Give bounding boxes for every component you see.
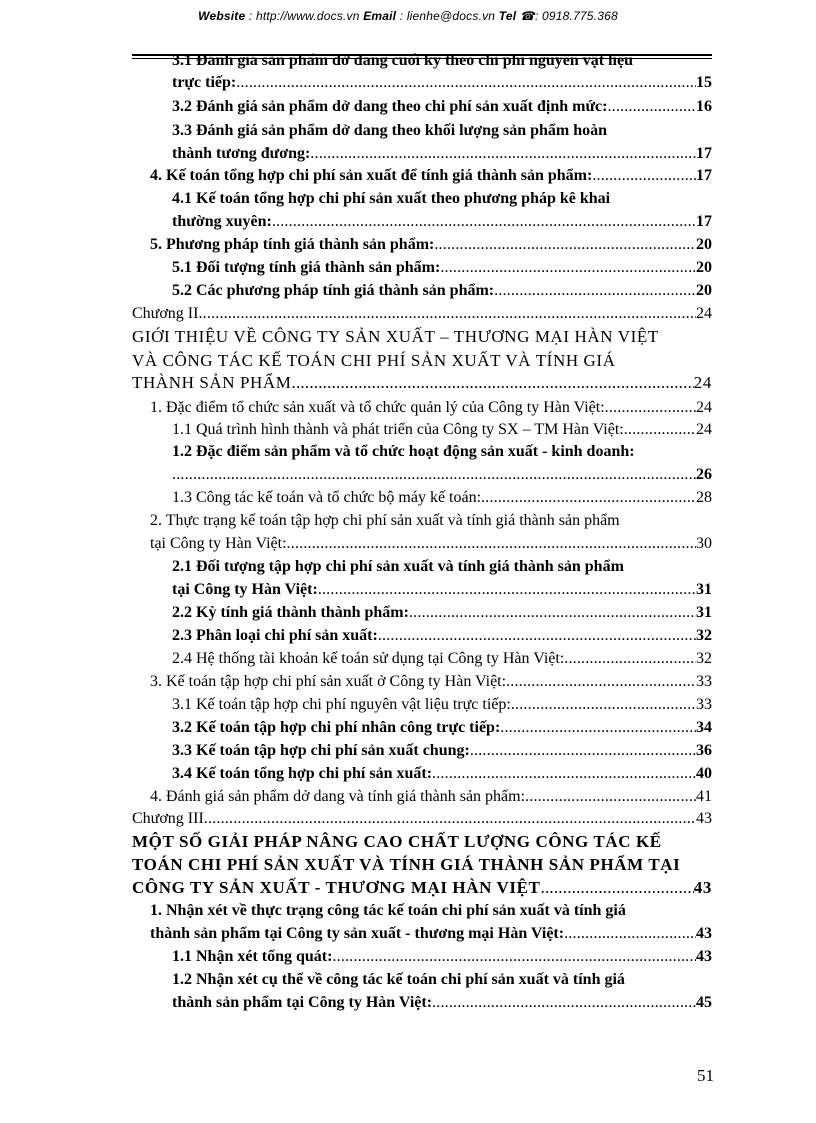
toc-entry-title: thường xuyên: bbox=[172, 213, 272, 230]
toc-leader-dots bbox=[409, 602, 696, 624]
toc-entry bbox=[132, 808, 712, 830]
toc-leader-dots bbox=[564, 923, 696, 945]
toc-entry-title: 4. Đánh giá sản phẩm dở dang và tính giá thành sản phẩm: bbox=[150, 788, 526, 805]
toc-entry-title: 2.3 Phân loại chi phí sản xuất: bbox=[172, 627, 378, 644]
toc-entry bbox=[172, 280, 712, 302]
toc-entry bbox=[172, 992, 712, 1014]
toc-page-number: 24 bbox=[696, 421, 712, 438]
toc-page-number: 28 bbox=[696, 489, 712, 506]
toc-page-number: 24 bbox=[696, 305, 712, 322]
toc-leader-dots bbox=[440, 257, 696, 279]
toc-page-number: 43 bbox=[693, 878, 712, 897]
tel-label: Tel bbox=[498, 9, 517, 23]
toc-entry-line: 1. Nhận xét về thực trạng công tác kế toán chi phí sản xuất và tính giá bbox=[150, 902, 626, 919]
toc-leader-dots bbox=[236, 72, 696, 94]
toc-leader-dots bbox=[432, 992, 696, 1014]
phone-icon: ☎ bbox=[519, 9, 535, 23]
toc-page-number: 24 bbox=[696, 399, 712, 416]
toc-entry-title: 5. Phương pháp tính giá thành sản phẩm: bbox=[150, 236, 435, 253]
toc-page-number: 32 bbox=[696, 627, 712, 644]
toc-entry-title: tại Công ty Hàn Việt: bbox=[172, 581, 318, 598]
toc-entry-line: GIỚI THIỆU VỀ CÔNG TY SẢN XUẤT – THƯƠNG MẠI HÀN VIỆT bbox=[132, 327, 659, 346]
toc-leader-dots bbox=[481, 487, 696, 509]
toc-entry bbox=[172, 211, 712, 233]
toc-entry-line: VÀ CÔNG TÁC KẾ TOÁN CHI PHÍ SẢN XUẤT VÀ TÍNH GIÁ bbox=[132, 351, 616, 370]
toc-leader-dots bbox=[494, 280, 696, 302]
toc-page-number: 26 bbox=[696, 466, 712, 483]
toc-entry-title: 3.3 Kế toán tập hợp chi phí sản xuất chung: bbox=[172, 742, 470, 759]
toc-entry bbox=[172, 625, 712, 647]
toc-leader-dots bbox=[318, 579, 696, 601]
toc-entry bbox=[150, 165, 712, 187]
toc-leader-dots bbox=[287, 533, 696, 555]
toc-page-number: 20 bbox=[696, 236, 712, 253]
toc-page-number: 15 bbox=[696, 74, 712, 91]
toc-page-number: 36 bbox=[696, 742, 712, 759]
toc-page-number: 16 bbox=[696, 98, 712, 115]
toc-page-number: 20 bbox=[696, 282, 712, 299]
toc-leader-dots bbox=[624, 419, 696, 441]
toc-leader-dots bbox=[292, 372, 694, 394]
toc-entry bbox=[172, 763, 712, 785]
toc-entry-line: 3.1 Đánh giá sản phẩm dở dang cuối kỳ theo chi phí nguyên vật liệu bbox=[172, 52, 633, 69]
toc-entry-title: thành sản phẩm tại Công ty sản xuất - thương mại Hàn Việt: bbox=[150, 925, 565, 942]
toc-entry-title: Chương II bbox=[132, 305, 199, 322]
toc-page-number: 33 bbox=[696, 696, 712, 713]
toc-entry-title: trực tiếp: bbox=[172, 74, 237, 91]
toc-page-number: 43 bbox=[696, 925, 712, 942]
page-header bbox=[0, 9, 816, 23]
toc-page-number: 17 bbox=[696, 213, 712, 230]
toc-leader-dots bbox=[511, 694, 696, 716]
toc-page-number: 32 bbox=[696, 650, 712, 667]
toc-entry-line: 3.3 Đánh giá sản phẩm dở dang theo khối lượng sản phẩm hoàn bbox=[172, 122, 608, 139]
toc-page-number: 41 bbox=[696, 788, 712, 805]
toc-entry bbox=[150, 923, 712, 945]
toc-entry bbox=[172, 487, 712, 509]
toc-page-number: 20 bbox=[696, 259, 712, 276]
toc-entry-title: 5.2 Các phương pháp tính giá thành sản phẩm: bbox=[172, 282, 495, 299]
toc-entry bbox=[172, 419, 712, 441]
toc-entry-line: MỘT SỐ GIẢI PHÁP NÂNG CAO CHẤT LƯỢNG CÔNG TÁC KẾ bbox=[132, 832, 662, 851]
website-value: : http://www.docs.vn bbox=[248, 9, 360, 23]
toc-leader-dots bbox=[378, 625, 696, 647]
toc-page-number: 17 bbox=[696, 145, 712, 162]
toc-page-number: 24 bbox=[693, 373, 712, 392]
toc-entry bbox=[172, 694, 712, 716]
toc-page-number: 31 bbox=[696, 581, 712, 598]
toc-entry-line: 1.2 Nhận xét cụ thể về công tác kế toán chi phí sản xuất và tính giá bbox=[172, 971, 625, 988]
toc-entry-title: 1. Đặc điểm tổ chức sản xuất và tổ chức quản lý của Công ty Hàn Việt: bbox=[150, 399, 605, 416]
toc-leader-dots bbox=[470, 740, 696, 762]
toc-leader-dots bbox=[500, 717, 696, 739]
toc-leader-dots bbox=[432, 763, 696, 785]
toc-entry bbox=[172, 257, 712, 279]
tel-value: : 0918.775.368 bbox=[534, 9, 618, 23]
toc-entry bbox=[172, 72, 712, 94]
toc-entry-line: 2.1 Đối tượng tập hợp chi phí sản xuất và tính giá thành sản phẩm bbox=[172, 558, 624, 575]
toc-entry-title: 1.1 Quá trình hình thành và phát triển của Công ty SX – TM Hàn Việt: bbox=[172, 421, 624, 438]
toc-entry bbox=[132, 877, 712, 899]
toc-leader-dots bbox=[525, 786, 696, 808]
toc-entry bbox=[150, 671, 712, 693]
toc-leader-dots bbox=[605, 397, 696, 419]
toc-entry bbox=[172, 464, 712, 486]
toc-entry bbox=[172, 740, 712, 762]
toc-entry bbox=[150, 533, 712, 555]
page-number: 51 bbox=[697, 1066, 714, 1085]
toc-page-number: 17 bbox=[696, 167, 712, 184]
toc-leader-dots bbox=[607, 96, 696, 118]
toc-leader-dots bbox=[332, 946, 696, 968]
toc-entry bbox=[132, 372, 712, 394]
toc-entry bbox=[172, 579, 712, 601]
email-label: Email bbox=[363, 9, 397, 23]
toc-entry-title: thành tương đương: bbox=[172, 145, 311, 162]
toc-entry bbox=[172, 717, 712, 739]
toc-leader-dots bbox=[564, 648, 696, 670]
toc-page-number: 43 bbox=[696, 810, 712, 827]
toc-leader-dots bbox=[506, 671, 696, 693]
toc-entry-title: CÔNG TY SẢN XUẤT - THƯƠNG MẠI HÀN VIỆT bbox=[132, 878, 541, 897]
toc-leader-dots bbox=[541, 877, 694, 899]
toc-entry bbox=[172, 96, 712, 118]
toc-page-number: 30 bbox=[696, 535, 712, 552]
toc-entry-title: 5.1 Đối tượng tính giá thành sản phẩm: bbox=[172, 259, 441, 276]
toc-entry-title: tại Công ty Hàn Việt: bbox=[150, 535, 287, 552]
toc-page-number: 40 bbox=[696, 765, 712, 782]
toc-entry-title: Chương III bbox=[132, 810, 204, 827]
toc-entry-title: 3.1 Kế toán tập hợp chi phí nguyên vật liệu trực tiếp: bbox=[172, 696, 511, 713]
toc-entry bbox=[150, 786, 712, 808]
toc-page-number: 31 bbox=[696, 604, 712, 621]
toc-entry-line: 4.1 Kế toán tổng hợp chi phí sản xuất theo phương pháp kê khai bbox=[172, 190, 611, 207]
toc-entry bbox=[172, 143, 712, 165]
toc-entry-title: thành sản phẩm tại Công ty Hàn Việt: bbox=[172, 994, 433, 1011]
toc-entry bbox=[172, 946, 712, 968]
toc-leader-dots bbox=[310, 143, 696, 165]
toc-entry-title: 4. Kế toán tổng hợp chi phí sản xuất để tính giá thành sản phẩm: bbox=[150, 167, 593, 184]
toc-leader-dots bbox=[172, 464, 696, 486]
toc-entry-title: THÀNH SẢN PHẨM bbox=[132, 373, 292, 392]
email-value: : lienhe@docs.vn bbox=[399, 9, 496, 23]
toc-leader-dots bbox=[204, 808, 696, 830]
toc-entry-title: 3.4 Kế toán tổng hợp chi phí sản xuất: bbox=[172, 765, 433, 782]
toc-entry bbox=[132, 303, 712, 325]
toc-page-number: 43 bbox=[696, 948, 712, 965]
toc-page-number: 33 bbox=[696, 673, 712, 690]
toc-leader-dots bbox=[434, 234, 696, 256]
toc-entry-title: 2.4 Hệ thống tài khoản kế toán sử dụng tại Công ty Hàn Việt: bbox=[172, 650, 565, 667]
website-label: Website bbox=[198, 9, 246, 23]
toc-entry bbox=[172, 602, 712, 624]
toc-entry-line: 1.2 Đặc điểm sản phẩm và tổ chức hoạt động sản xuất - kinh doanh: bbox=[172, 443, 635, 460]
toc-entry bbox=[172, 648, 712, 670]
toc-entry-title: 1.3 Công tác kế toán và tổ chức bộ máy kế toán: bbox=[172, 489, 482, 506]
toc-leader-dots bbox=[272, 211, 696, 233]
toc-entry bbox=[150, 234, 712, 256]
toc-entry-line: 2. Thực trạng kế toán tập hợp chi phí sản xuất và tính giá thành sản phẩm bbox=[150, 512, 620, 529]
toc-leader-dots bbox=[198, 303, 696, 325]
toc-entry-title: 3.2 Kế toán tập hợp chi phí nhân công trực tiếp: bbox=[172, 719, 501, 736]
toc-entry-title: 3.2 Đánh giá sản phẩm dở dang theo chi phí sản xuất định mức: bbox=[172, 98, 608, 115]
toc-entry-title: 3. Kế toán tập hợp chi phí sản xuất ở Công ty Hàn Việt: bbox=[150, 673, 507, 690]
toc-page-number: 34 bbox=[696, 719, 712, 736]
toc-entry bbox=[150, 397, 712, 419]
toc-entry-title: 2.2 Kỳ tính giá thành thành phẩm: bbox=[172, 604, 409, 621]
toc-entry-line: TOÁN CHI PHÍ SẢN XUẤT VÀ TÍNH GIÁ THÀNH SẢN PHẨM TẠI bbox=[132, 855, 681, 874]
toc-leader-dots bbox=[592, 165, 696, 187]
toc-entry-title: 1.1 Nhận xét tổng quát: bbox=[172, 948, 333, 965]
toc-page-number: 45 bbox=[696, 994, 712, 1011]
